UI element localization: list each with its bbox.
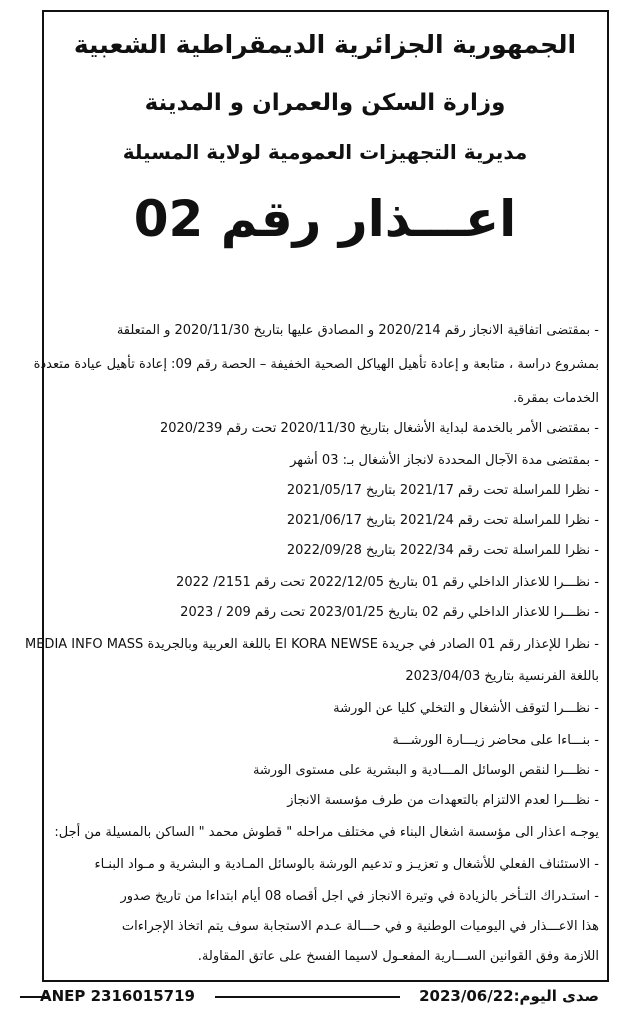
body-line: - نظرا للمراسلة تحت رقم 2021/24 بتاريخ 2021/06/17 bbox=[286, 513, 599, 528]
body-line: - نظـــرا لتوقف الأشغال و التخلي كليا عن الورشة bbox=[333, 701, 599, 716]
body-line: يوجـه اعذار الى مؤسسة اشغال البناء في مختلف مراحله " قطوش محمد " الساكن بالمسيلة من أجل: bbox=[54, 825, 599, 840]
body-line: الخدمات بمقرة. bbox=[513, 391, 599, 406]
publication-date: صدى اليوم:2023/06/22 bbox=[419, 987, 599, 1005]
anep-code: ANEP 2316015719 bbox=[40, 987, 195, 1005]
body-line: هذا الاعـــذار في اليوميات الوطنية و في حـــالة عـدم الاستجابة سوف يتم اتخاذ الإجراءات bbox=[121, 919, 599, 934]
body-line: - نظرا للإعذار رقم 01 الصادر في جريدة El KORA NEWSE باللغة العربية وبالجريدة MEDIA INFO MASS bbox=[25, 637, 599, 652]
body-line: - الاستئناف الفعلي للأشغال و تعزيـز و تدعيم الورشة بالوسائل المـادية و البشرية و مـواد البنـاء bbox=[94, 857, 599, 872]
notice-title: اعـــذار رقم 02 bbox=[133, 190, 517, 248]
body-line: - استـدراك التـأخر بالزيادة في وتيرة الانجاز في اجل أقصاه 08 أيام ابتداءا من تاريخ صدور bbox=[120, 889, 599, 904]
footer-rule-middle bbox=[215, 996, 400, 998]
body-line: - نظـــرا للاعذار الداخلي رقم 01 بتاريخ 2022/12/05 تحت رقم 2151/ 2022 bbox=[176, 575, 599, 590]
body-line: اللازمة وفق القوانين الســـارية المفعـول لاسيما الفسخ على عاتق المقاولة. bbox=[197, 949, 599, 964]
body-line: - بمقتضى مدة الآجال المحددة لانجاز الأشغال بـ: 03 أشهر bbox=[290, 453, 599, 468]
body-line: - نظـــرا لعدم الالتزام بالتعهدات من طرف مؤسسة الانجاز bbox=[287, 793, 599, 808]
body-line: بمشروع دراسة ، متابعة و إعادة تأهيل الهياكل الصحية الخفيفة – الحصة رقم 09: إعادة تأهيل عيادة متعددة bbox=[33, 357, 599, 372]
body-line: - بمقتضى الأمر بالخدمة لبداية الأشغال بتاريخ 2020/11/30 تحت رقم 2020/239 bbox=[159, 421, 599, 436]
ministry-heading: وزارة السكن والعمران و المدينة bbox=[144, 90, 506, 116]
republic-heading: الجمهورية الجزائرية الديمقراطية الشعبية bbox=[73, 30, 577, 59]
body-line: - نظرا للمراسلة تحت رقم 2022/34 بتاريخ 2022/09/28 bbox=[286, 543, 599, 558]
body-line: باللغة الفرنسية بتاريخ 2023/04/03 bbox=[405, 669, 599, 684]
directorate-heading: مديرية التجهيزات العمومية لولاية المسيلة bbox=[122, 140, 528, 164]
body-line: - بمقتضى اتفاقية الانجاز رقم 2020/214 و المصادق عليها بتاريخ 2020/11/30 و المتعلقة bbox=[116, 323, 599, 338]
body-line: - بنـــاءا على محاضر زيـــارة الورشـــة bbox=[392, 733, 599, 748]
body-line: - نظرا للمراسلة تحت رقم 2021/17 بتاريخ 2021/05/17 bbox=[286, 483, 599, 498]
body-line: - نظـــرا للاعذار الداخلي رقم 02 بتاريخ 2023/01/25 تحت رقم 209 / 2023 bbox=[180, 605, 599, 620]
body-line: - نظـــرا لنقص الوسائل المـــادية و البشرية على مستوى الورشة bbox=[252, 763, 599, 778]
